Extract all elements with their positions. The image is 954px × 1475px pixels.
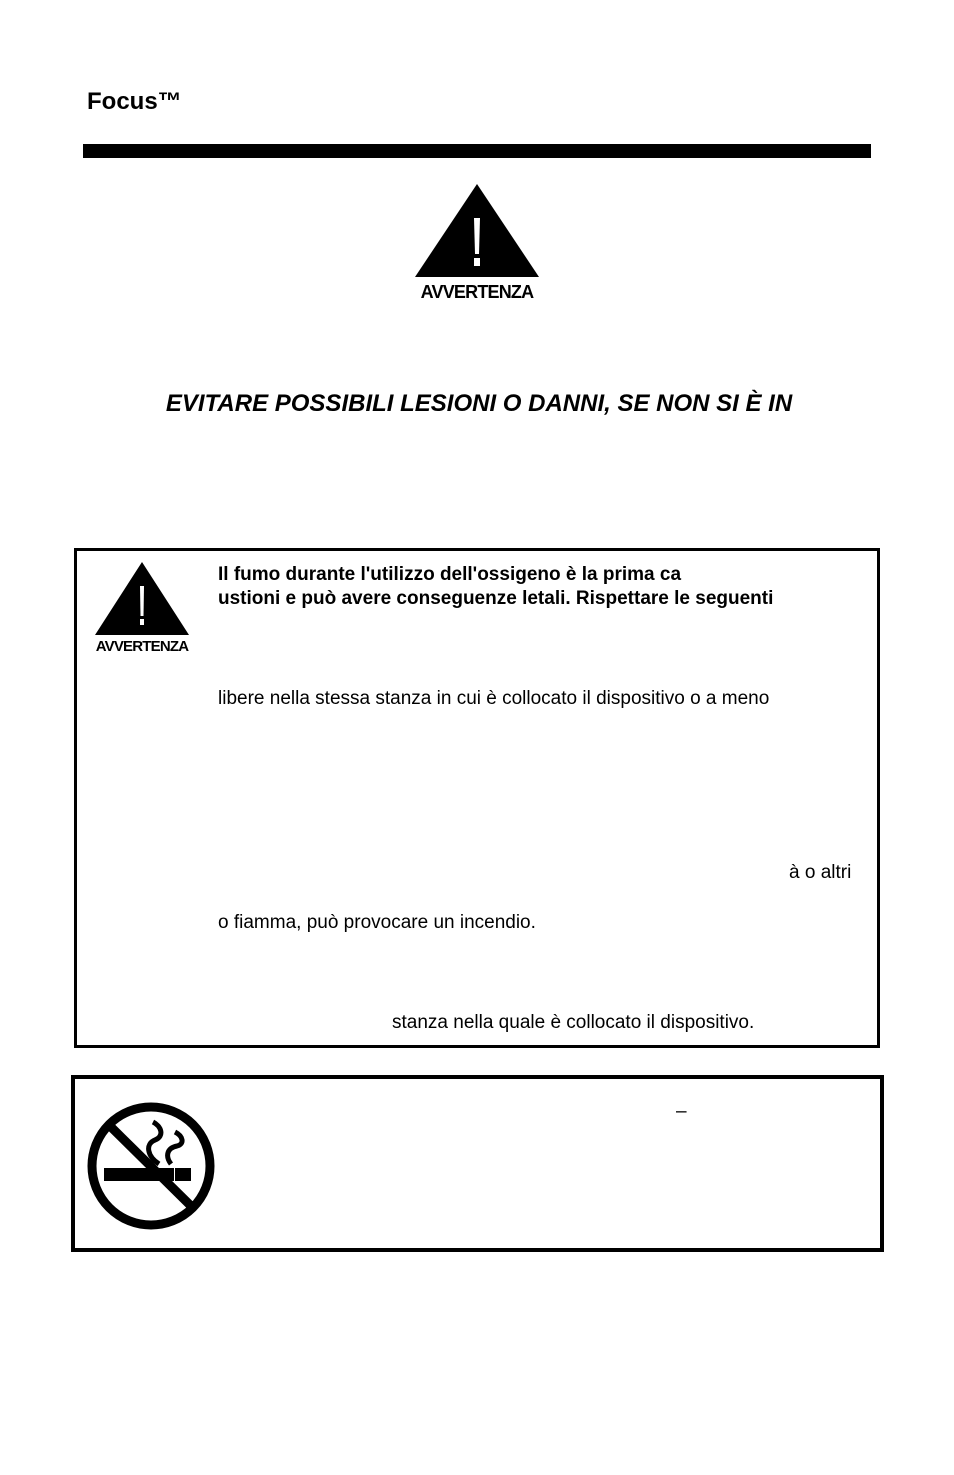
no-smoking-symbol <box>85 1100 217 1232</box>
no-smoking-text: – <box>676 1101 687 1122</box>
warning-triangle-icon <box>413 182 541 278</box>
warning-text-line: Il fumo durante l'utilizzo dell'ossigeno è la prima ca <box>218 564 682 585</box>
box-warning-label: AVVERTENZA <box>95 638 189 655</box>
box-warning-symbol <box>88 560 196 656</box>
warning-text-line: o fiamma, può provocare un incendio. <box>218 912 536 933</box>
header-divider <box>83 144 871 158</box>
page-header-title: Focus™ <box>87 88 182 115</box>
warning-text-line: stanza nella quale è collocato il dispositivo. <box>392 1012 755 1033</box>
warning-text-line: à o altri <box>789 862 852 883</box>
warning-triangle-icon <box>94 560 190 636</box>
warning-text-line: ustioni e può avere conseguenze letali. Rispettare le seguenti <box>218 588 774 609</box>
main-warning-heading: EVITARE POSSIBILI LESIONI O DANNI, SE NON SI È IN <box>165 390 793 417</box>
no-smoking-icon <box>85 1100 217 1232</box>
warning-text-line: libere nella stessa stanza in cui è collocato il dispositivo o a meno <box>218 688 770 709</box>
top-warning-symbol <box>402 182 552 306</box>
warning-label: AVVERTENZA <box>420 282 534 302</box>
